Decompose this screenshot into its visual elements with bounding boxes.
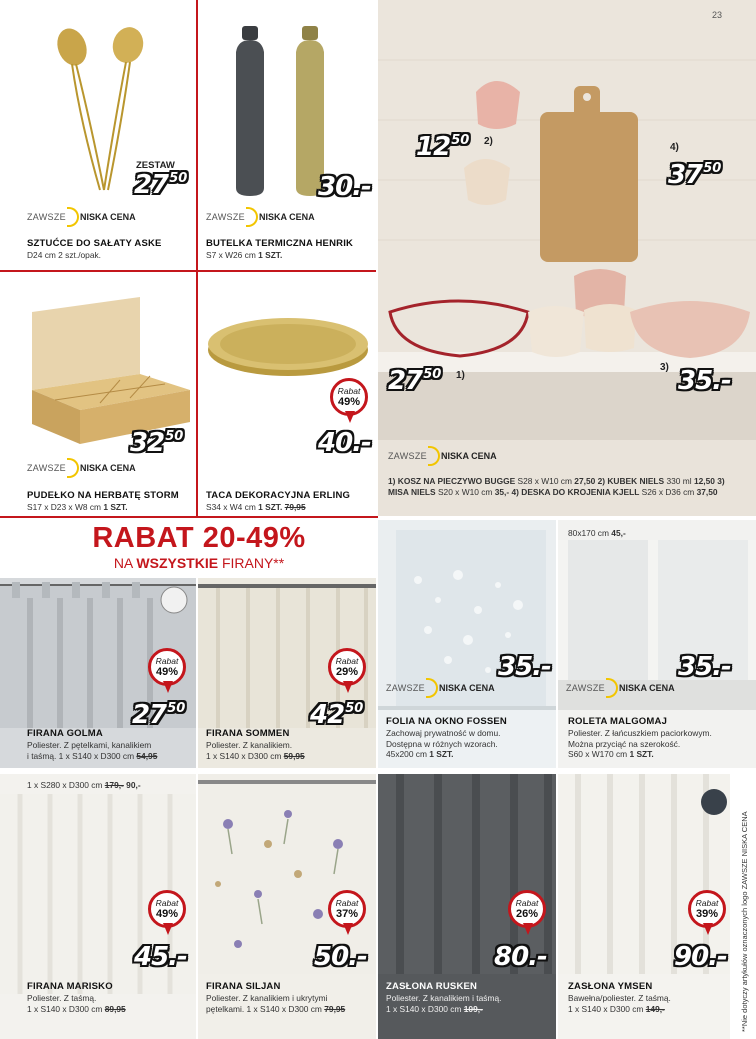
product-title: FIRANA MARISKO bbox=[27, 981, 113, 992]
product-marisko[interactable] bbox=[0, 774, 196, 1039]
product-desc: Poliester. Z pętelkami, kanalikiem i taśmą. 1 x S140 x D300 cm 54,95 bbox=[27, 740, 158, 761]
logo-arc-icon bbox=[606, 678, 618, 698]
product-title: ZASŁONA RUSKEN bbox=[386, 981, 478, 992]
logo-arc-icon bbox=[67, 207, 79, 227]
price-siljan: 50.- bbox=[314, 942, 367, 972]
product-storm[interactable] bbox=[0, 272, 196, 516]
logo-arc-icon bbox=[426, 678, 438, 698]
product-title: FIRANA SOMMEN bbox=[206, 728, 290, 739]
logo-zawsze-niska-cena: ZAWSZE NISKA CENA bbox=[566, 678, 675, 698]
product-title: TACA DEKORACYJNA ERLING bbox=[206, 490, 351, 501]
size-note: 1 x S280 x D300 cm 179,- 90,- bbox=[27, 780, 141, 790]
product-desc: Poliester. Z kanalikiem. 1 x S140 x D300 cm 59,95 bbox=[206, 740, 305, 761]
thermal-bottles-image bbox=[198, 0, 376, 200]
price-henrik: 30.- bbox=[318, 172, 371, 202]
discount-badge: Rabat 26% bbox=[508, 890, 546, 938]
product-rusken[interactable] bbox=[378, 774, 556, 1039]
discount-badge: Rabat 29% bbox=[328, 648, 366, 696]
divider bbox=[0, 516, 378, 518]
product-aske[interactable] bbox=[0, 0, 196, 270]
tea-box-image bbox=[0, 272, 196, 452]
product-desc: Poliester. Z kanalikiem i ukrytymi pętelkami. 1 x S140 x D300 cm 79,95 bbox=[206, 993, 346, 1014]
banner-subline: NA WSZYSTKIE FIRANY** bbox=[113, 555, 285, 571]
logo-arc-icon bbox=[67, 458, 79, 478]
kitchen-desc: 1) KOSZ NA PIECZYWO BUGGE S28 x W10 cm 27,50 2) KUBEK NIELS 330 ml 12,50 3) MISA NIELS S20 x W10 cm 35,- 4) DESKA DO KROJENIA KJELL S26 x D36 cm 37,50 bbox=[388, 476, 725, 497]
discount-badge: Rabat 37% bbox=[328, 890, 366, 938]
set-label: ZESTAW bbox=[136, 160, 175, 171]
logo-zawsze-niska-cena: ZAWSZE NISKA CENA bbox=[27, 207, 136, 227]
product-title: FOLIA NA OKNO FOSSEN bbox=[386, 716, 507, 727]
product-desc: S7 x W26 cm 1 SZT. bbox=[206, 250, 283, 260]
kitchen-photo-panel bbox=[378, 0, 756, 516]
product-title: ROLETA MALGOMAJ bbox=[568, 716, 668, 727]
product-siljan[interactable] bbox=[198, 774, 376, 1039]
discount-badge: Rabat 49% bbox=[148, 648, 186, 696]
product-desc: Poliester. Z taśmą. 1 x S140 x D300 cm 89,95 bbox=[27, 993, 126, 1014]
product-desc: Zachowaj prywatność w domu. Dostępna w różnych wzorach. 45x200 cm 1 SZT. bbox=[386, 728, 501, 760]
product-title: PUDEŁKO NA HERBATĘ STORM bbox=[27, 490, 179, 501]
divider bbox=[196, 0, 198, 516]
product-desc: Poliester. Z łańcuszkiem paciorkowym. Można przyciąć na szerokość. S60 x W170 cm 1 SZT. bbox=[568, 728, 712, 760]
marker-3: 3) bbox=[660, 362, 669, 373]
discount-badge: Rabat 39% bbox=[688, 890, 726, 938]
product-desc: S34 x W4 cm 1 SZT. 79,95 bbox=[206, 502, 306, 512]
discount-badge: Rabat 49% bbox=[148, 890, 186, 938]
logo-arc-icon bbox=[428, 446, 440, 466]
logo-zawsze-niska-cena: ZAWSZE NISKA CENA bbox=[27, 458, 136, 478]
size-note: 80x170 cm 45,- bbox=[568, 528, 626, 538]
product-title: FIRANA SILJAN bbox=[206, 981, 281, 992]
product-ymsen[interactable] bbox=[558, 774, 730, 1039]
product-henrik[interactable] bbox=[198, 0, 376, 270]
price-rusken: 80.- bbox=[494, 942, 547, 972]
logo-zawsze-niska-cena: ZAWSZE NISKA CENA bbox=[206, 207, 315, 227]
page-number: 23 bbox=[711, 10, 722, 20]
marker-1: 1) bbox=[456, 370, 465, 381]
price-aske: $27^{50}$ bbox=[134, 170, 188, 200]
product-desc: D24 cm 2 szt./opak. bbox=[27, 250, 102, 260]
banner-headline: RABAT 20-49% bbox=[92, 522, 306, 554]
side-note: **Nie dotyczy artykułów oznaczonych logo ZAWSZE NISKA CENA bbox=[740, 811, 749, 1032]
product-fossen[interactable] bbox=[378, 520, 556, 768]
product-desc: S17 x D23 x W8 cm 1 SZT. bbox=[27, 502, 128, 512]
product-title: FIRANA GOLMA bbox=[27, 728, 103, 739]
logo-arc-icon bbox=[246, 207, 258, 227]
price-deska: $37^{50}$ bbox=[668, 160, 722, 190]
product-golma[interactable] bbox=[0, 578, 196, 768]
promo-banner bbox=[0, 522, 378, 578]
discount-badge: Rabat 49% bbox=[330, 378, 368, 426]
marker-2: 2) bbox=[484, 136, 493, 147]
price-sommen: $42^{50}$ bbox=[310, 700, 364, 730]
price-erling: 40.- bbox=[318, 428, 371, 458]
price-ymsen: 90.- bbox=[674, 942, 727, 972]
price-kubek: $12^{50}$ bbox=[416, 132, 470, 162]
product-title: SZTUĆCE DO SAŁATY ASKE bbox=[27, 238, 162, 249]
product-title: ZASŁONA YMSEN bbox=[568, 981, 653, 992]
divider bbox=[0, 270, 376, 272]
product-desc: Poliester. Z kanalikiem i taśmą. 1 x S140 x D300 cm 109,- bbox=[386, 993, 502, 1014]
product-erling[interactable] bbox=[198, 272, 376, 516]
logo-zawsze-niska-cena: ZAWSZE NISKA CENA bbox=[386, 678, 495, 698]
price-storm: $32^{50}$ bbox=[130, 428, 184, 458]
product-desc: Bawełna/poliester. Z taśmą. 1 x S140 x D300 cm 149,- bbox=[568, 993, 671, 1014]
marker-4: 4) bbox=[670, 142, 679, 153]
logo-zawsze-niska-cena: ZAWSZE NISKA CENA bbox=[388, 446, 497, 466]
price-marisko: 45.- bbox=[134, 942, 187, 972]
product-sommen[interactable] bbox=[198, 578, 376, 768]
price-golma: $27^{50}$ bbox=[132, 700, 186, 730]
price-misa: 35.- bbox=[678, 366, 731, 396]
price-fossen: 35.- bbox=[498, 652, 551, 682]
product-title: BUTELKA TERMICZNA HENRIK bbox=[206, 238, 354, 249]
price-kosz: $27^{50}$ bbox=[388, 366, 442, 396]
price-malgomaj: 35.- bbox=[678, 652, 731, 682]
product-malgomaj[interactable] bbox=[558, 520, 756, 768]
